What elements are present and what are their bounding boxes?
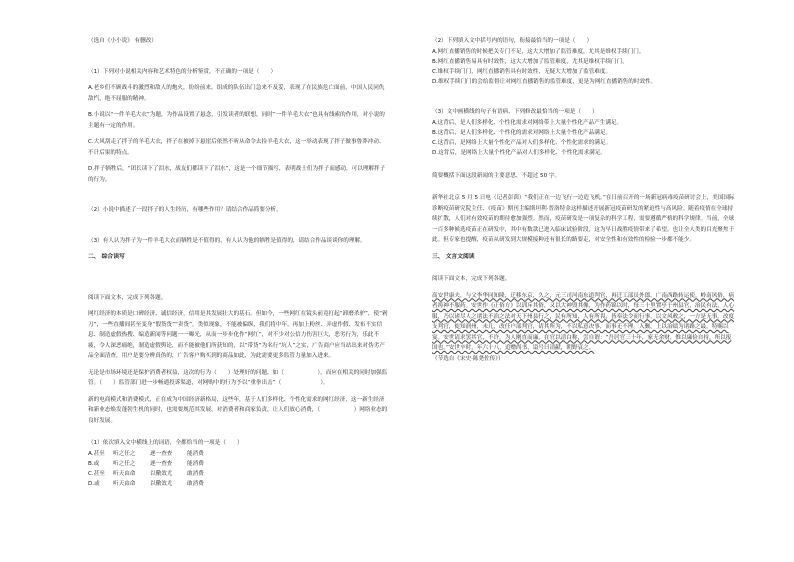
question-1: （1）下列对小说相关内容和艺术特色的分析鉴赏，不正确的一项是（ ） (88, 68, 277, 75)
section-2-heading: 二、 综合读写 (88, 254, 125, 260)
q4-option-b (88, 459, 388, 469)
q1-option-b: B.小说以“一件羊毛大衣”为题，为作品设置了悬念，引发读者的联想，同时“一件羊毛大衣”也具有线索的作用，对小说的主题有一定的作用。 (88, 112, 385, 129)
q4-a-word-4: 能消费 (187, 450, 204, 457)
q4-option-a (88, 449, 388, 459)
q4-d-word-3: 以儆效尤 (150, 481, 173, 488)
q1-option-c: C.大风刮走了拌子的羊毛大衣，拌子在被掉下悬崖后依然不听从命令去捡羊毛大衣，这一举动表现了拌子做事鲁莽冲动、不计后果的特点。 (88, 139, 385, 156)
question-6: （3）文中画横线的句子有语病，下列修改最恰当的一项是（ ） (432, 109, 598, 116)
q4-b-word-4: 能消费 (187, 460, 204, 467)
question-3: （3）有人认为拌子为一件羊毛大衣而牺牲是不值得的，有人认为他的牺牲是值得的，请结合作品谈谈你的理解。 (88, 237, 366, 244)
q4-c-word-4: 敢消费 (187, 470, 204, 477)
q4-d-word-2: 听天由命 (113, 481, 136, 488)
question-2: （2）小说中描述了一段拌子的人生经历，有哪些作用？请结合作品简要分析。 (88, 207, 282, 213)
q4-a-word-3: 逐一查查 (150, 450, 173, 457)
question-4: （1）依次填入文中横线上的词语，全都恰当的一项是（ ） (88, 440, 243, 446)
q6-option-d: D.这背后，是网络上大量个性化产品对人们多样化、个性化需求满足。 (432, 150, 606, 157)
news-passage: 新华社北京 5 月 5 日电（记者彭茵）“我们正在一边飞行一边造飞机。”在日前召开的一场新冠病毒疫苗研讨会上，美国国际诊断疫苗研究院主任、《疫苗》期刊主编斯坦利·普洛特金这样描述开展新冠疫苗研发的紧迫性与高风险。随着疫情在全球持续扩散，人们对有效疫苗的期待愈加强烈。然而，疫苗研发是一项复杂的科学工程，需要遵循严格的科学规律。当前，全球一百多种候选疫苗正在研发中，其中有数款已进入临床试验阶段，这为早日战胜疫情带来了希望，也让全人类的目光聚焦于此。但专家也提醒，疫苗从研发到大规模接种还有很长的路要走，对安全性和有效性的检验一步都不能少。 (432, 195, 735, 244)
reading-intro-2: 阅读下面文本，完成下列各题。 (432, 276, 511, 283)
reading-intro: 阅读下面文本，完成下列各题。 (88, 294, 167, 301)
left-column (88, 36, 388, 489)
right-column (432, 36, 735, 364)
q4-d-word-4: 敢消费 (187, 481, 204, 488)
source-note: （选自《小小说》 有删改） (88, 38, 157, 44)
q4-option-d (88, 479, 388, 489)
q5-option-b: B.网红直播销售易具有时效性，这大大增加了监管难度，尤其是维权手续门门。 (432, 58, 628, 65)
passage-paragraph-1: 网红经济的本质是口碑经济、诚信经济，信用是其发展壮大的基石。但如今，一些网红在镜头前竟打起“卸磨杀驴”，使“剁刀”，一些直播间甚至变身“假货货”“卖货”。类似现象，不能被偏纵，我们将中年，再加上粉丝、弄虚作假、发布不实信息、制造虚假热搜、编造新闻等问题一一曝光，从而一步步化作“网红”，对不少对公信力伤害巨大，恶劣行为，乐此不疲，令人深恶痛绝，制造虚假舆论，而不能被他们所获知的，以“带货”为名行“坑人”之实，广告商户应当站出来对伪劣产品全面清查，用户是要分辨真伪的，广告客户购买到的商品如此，为此需要更多监管力量加入进来。 (88, 311, 388, 359)
question-5: （2）下列填入文中括号内的语句，衔接最恰当的一项是（ ） (432, 38, 593, 44)
q4-d-word-1: D.或 (88, 481, 100, 488)
passage-paragraph-3: 新的电商模式和消费模式，正在成为中国经济新格局，这些年，基于人们多样化、个性化需求的网红经济，这一新生经济和新业态焕发蓬勃生机的同时，也需要规范其发展，对消费者和商家负责，让人们放心消费，（ ）网络业态的良好发展。 (88, 396, 388, 424)
question-7: 简要概括下面这段新闻的主要意思，不超过 50 字。 (432, 172, 561, 179)
q4-b-word-2: 听之任之 (113, 460, 136, 467)
q4-a-word-2: 听之任之 (113, 450, 136, 457)
q6-option-c: C.这背后，是网络上大量个性化产品对人们多样化、个性化需求的满足。 (432, 140, 612, 147)
q4-b-word-1: B.或 (88, 460, 100, 467)
source-note-2: （节选自《宋史·陈尧佐传》） (432, 355, 504, 362)
q4-c-word-2: 听天由命 (113, 470, 136, 477)
q4-b-word-3: 逐一查查 (150, 460, 173, 467)
q4-option-c (88, 469, 388, 479)
passage-paragraph-2: 无论是市场环境还是保护消费者权益，这次的行为（ ）处理好的问题，如（ ），而应在相关的同时加强监管。（ ）监管部门进一步畅通投诉渠道，对网购中的行为予以“重拳出击”（ ）。 (88, 369, 388, 386)
q1-option-d: D.拌子牺牲后，“团长读下了泪水，战友们都读下了泪水”，这是一个细节描写，表明战士们为拌子而感动，可以理解拌子的行为。 (88, 166, 386, 183)
q6-option-b: B.这背后，是人们多样化、个性化的需求对网络上大量个性化产品满足。 (432, 130, 612, 137)
q5-option-a: A.网红直播销售的时候把关专门不足，这大大增加了监管难度，尤其是维权手续门门。 (432, 48, 645, 55)
q4-a-word-1: A.甚至 (88, 450, 105, 457)
q4-c-word-1: C.甚至 (88, 470, 105, 477)
q5-option-d: D.维权手续门门的会给监督让对网红直播销售的监管难度，更是为网红直播销售的时效性。 (432, 79, 657, 86)
section-3-heading: 三、 文言文阅读 (432, 253, 475, 260)
q6-option-a: A.这背后，是人们多样化、个性化需求对网络带上大量个性化产品产生满足。 (432, 119, 623, 126)
q1-option-a: A.老乡们不顾战斗的激烈和敌人的炮火，纷纷前来，组成的队伍出门急来不及妥，表现了在民族危亡面前，中国人民同仇敌忾，绝不屈服的精神。 (88, 85, 385, 102)
q4-c-word-3: 以儆效尤 (150, 470, 173, 477)
classical-passage: 高安世康夫，与父李华同知隆，迁移东京，久之，元三司河南东道判官，再迁工部员外郎，广南西路转运使。岭南风俗，病者祷神不服药。安世作《正俗方》以训斥其俗，又以大神毁其像，为作药锦以时，每三十里置亭于州县官，治民有法，人心服，乃以诸尽人之诸法不治之法对天下州县行之，民有所知，人有所畏，皆奉法令而行事，以文风敕之，一方是无事。改度支判官，徙知润州，未几，改任户部判官，请其所为，不以私意决事，而事无不理。入觐，上以治绩为诸路之最，特赐以宴。安世请求罢其官，不许。为人刚直而廉，在官以清白称，尝自谓：“吾居官三十年，家无余财，惟以廉俭自持，所以报国也。”安世卒时，年六十八，追赠尚书，谥号曰清献，朝野哀之。 (432, 292, 735, 352)
q5-option-c: C.维权手续门门，网红直播销售具有时效性，无疑大大增加了监管难度。 (432, 68, 612, 75)
